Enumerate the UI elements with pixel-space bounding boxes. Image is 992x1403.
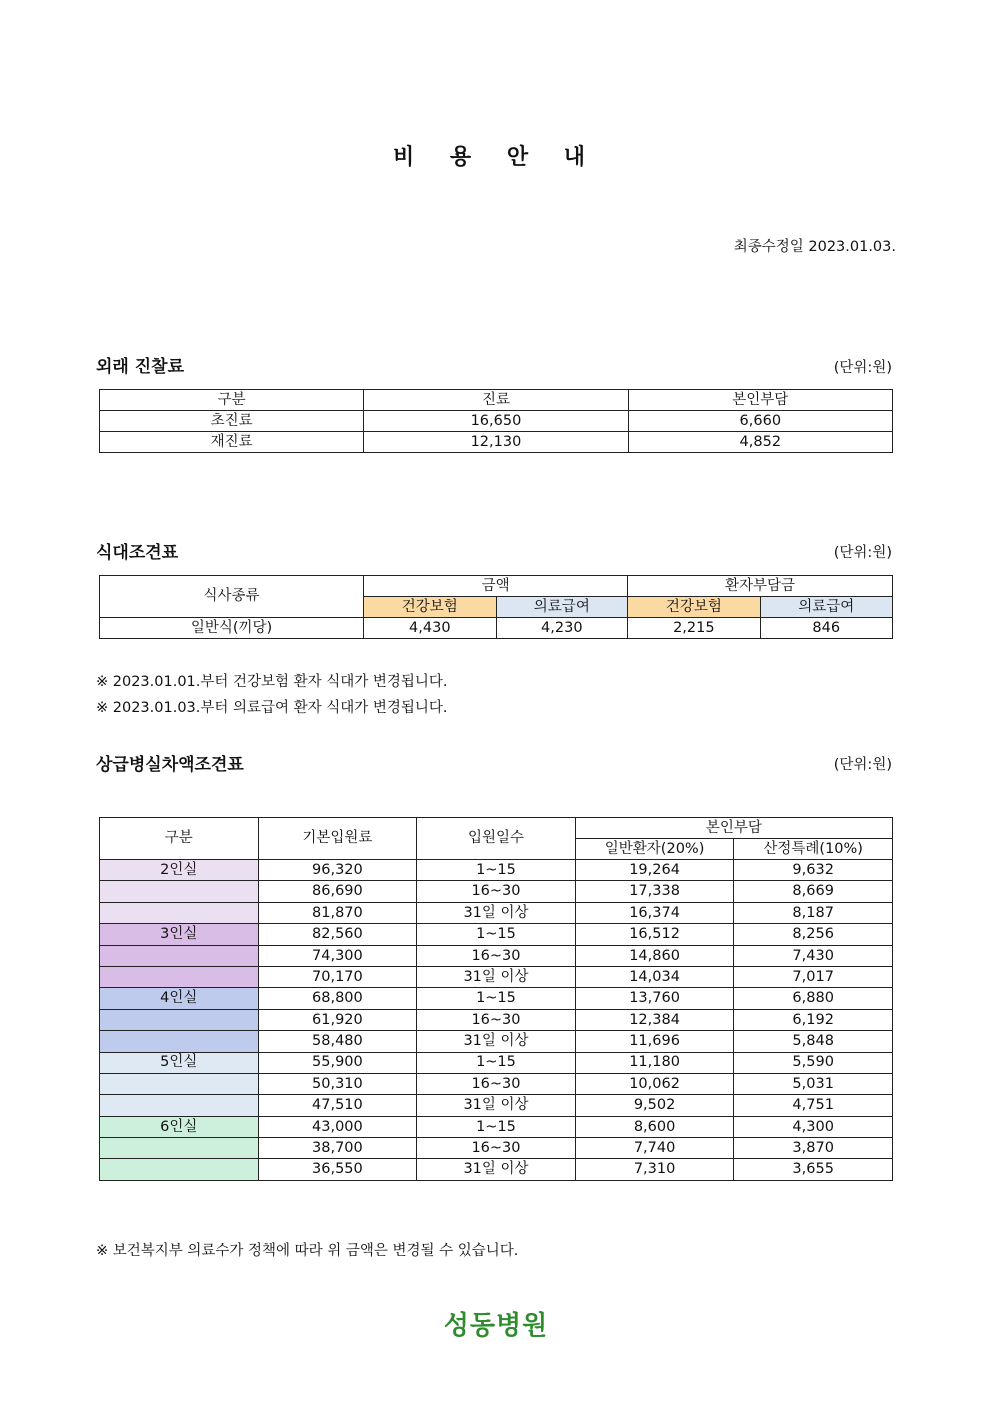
table-cell: 70,170 [258,966,417,987]
table-row [100,988,893,1009]
room-type-cell [100,1009,259,1030]
table-cell: 9,502 [575,1095,734,1116]
table-cell: 31일 이상 [417,902,576,923]
header-cell: 본인부담 [628,390,892,411]
table-cell: 36,550 [258,1159,417,1180]
room-type-cell [100,902,259,923]
footer-note: ※ 보건복지부 의료수가 정책에 따라 위 금액은 변경될 수 있습니다. [96,1243,519,1259]
table-cell: 8,187 [734,902,893,923]
meal-unit-label: (단위:원) [833,545,892,561]
meal-note: ※ 2023.01.01.부터 건강보험 환자 식대가 변경됩니다. [96,674,448,690]
meal-section-title: 식대조견표 [96,543,179,563]
table-cell: 68,800 [258,988,417,1009]
outpatient-unit-label: (단위:원) [833,360,892,376]
table-cell: 1~15 [417,988,576,1009]
room-type-cell: 2인실 [100,860,259,881]
table-cell: 8,669 [734,881,893,902]
header-cell: 산정특례(10%) [734,839,893,860]
room-type-cell [100,1095,259,1116]
table-cell: 16,650 [364,411,628,432]
table-cell: 31일 이상 [417,1031,576,1052]
table-cell: 16~30 [417,1138,576,1159]
meal-note: ※ 2023.01.03.부터 의료급여 환자 식대가 변경됩니다. [96,700,448,716]
table-cell: 58,480 [258,1031,417,1052]
header-cell: 식사종류 [100,576,364,618]
header-cell: 건강보험 [364,597,496,618]
table-cell: 8,600 [575,1116,734,1137]
room-type-cell [100,966,259,987]
table-cell: 31일 이상 [417,1095,576,1116]
table-cell: 74,300 [258,945,417,966]
table-cell: 4,852 [628,432,892,453]
table-cell: 5,590 [734,1052,893,1073]
table-row [100,618,893,639]
table-cell: 5,848 [734,1031,893,1052]
table-row [100,1095,893,1116]
header-cell: 구분 [100,818,259,860]
table-cell: 7,017 [734,966,893,987]
table-cell: 14,860 [575,945,734,966]
table-cell: 14,034 [575,966,734,987]
table-cell: 19,264 [575,860,734,881]
table-cell: 16,512 [575,924,734,945]
table-cell: 16~30 [417,1009,576,1030]
table-cell: 50,310 [258,1073,417,1094]
table-header-row [100,818,893,839]
table-row [100,1031,893,1052]
table-cell: 16,374 [575,902,734,923]
table-cell: 초진료 [100,411,364,432]
room-type-cell: 6인실 [100,1116,259,1137]
table-cell: 6,660 [628,411,892,432]
table-cell: 6,192 [734,1009,893,1030]
table-row [100,432,893,453]
table-cell: 16~30 [417,1073,576,1094]
room-table-body [100,860,893,1181]
table-cell: 4,751 [734,1095,893,1116]
table-row [100,1159,893,1180]
table-cell: 61,920 [258,1009,417,1030]
room-type-cell: 5인실 [100,1052,259,1073]
table-cell: 7,310 [575,1159,734,1180]
header-cell: 의료급여 [760,597,892,618]
table-cell: 55,900 [258,1052,417,1073]
table-header-row [100,390,893,411]
table-cell: 1~15 [417,924,576,945]
table-cell: 11,180 [575,1052,734,1073]
room-section-title: 상급병실차액조견표 [96,755,244,775]
room-unit-label: (단위:원) [833,757,892,773]
room-type-cell: 4인실 [100,988,259,1009]
table-cell: 7,740 [575,1138,734,1159]
table-cell: 5,031 [734,1073,893,1094]
table-cell: 38,700 [258,1138,417,1159]
table-row [100,924,893,945]
table-row [100,1138,893,1159]
room-fee-table [99,817,893,1181]
room-type-cell [100,1159,259,1180]
table-row [100,945,893,966]
table-cell: 1~15 [417,1052,576,1073]
table-cell: 16~30 [417,945,576,966]
table-row [100,1052,893,1073]
table-cell: 31일 이상 [417,1159,576,1180]
meal-fee-table [99,575,893,639]
header-cell: 본인부담 [575,818,892,839]
table-cell: 17,338 [575,881,734,902]
page-title: 비 용 안 내 [393,145,599,170]
table-cell: 재진료 [100,432,364,453]
table-row [100,860,893,881]
header-cell: 진료 [364,390,628,411]
table-cell: 10,062 [575,1073,734,1094]
table-cell: 4,430 [364,618,496,639]
table-row [100,881,893,902]
table-cell: 3,655 [734,1159,893,1180]
table-cell: 82,560 [258,924,417,945]
table-cell: 1~15 [417,1116,576,1137]
header-cell: 구분 [100,390,364,411]
table-cell: 12,130 [364,432,628,453]
table-cell: 86,690 [258,881,417,902]
last-updated-date: 최종수정일 2023.01.03. [733,239,896,255]
room-type-cell [100,881,259,902]
table-cell: 47,510 [258,1095,417,1116]
table-cell: 7,430 [734,945,893,966]
table-cell: 96,320 [258,860,417,881]
table-cell: 846 [760,618,892,639]
room-type-cell [100,1138,259,1159]
header-cell: 건강보험 [628,597,760,618]
table-cell: 16~30 [417,881,576,902]
table-cell: 31일 이상 [417,966,576,987]
table-row [100,902,893,923]
table-cell: 1~15 [417,860,576,881]
room-type-cell: 3인실 [100,924,259,945]
table-row [100,1073,893,1094]
table-cell: 3,870 [734,1138,893,1159]
table-cell: 9,632 [734,860,893,881]
table-cell: 일반식(끼당) [100,618,364,639]
table-cell: 4,230 [496,618,628,639]
header-cell: 입원일수 [417,818,576,860]
table-row [100,411,893,432]
table-cell: 4,300 [734,1116,893,1137]
header-cell: 기본입원료 [258,818,417,860]
header-cell: 환자부담금 [628,576,893,597]
room-type-cell [100,1031,259,1052]
table-cell: 13,760 [575,988,734,1009]
table-cell: 11,696 [575,1031,734,1052]
hospital-logo: 성동병원 [443,1311,549,1341]
table-row [100,1009,893,1030]
outpatient-fee-table [99,389,893,453]
table-cell: 2,215 [628,618,760,639]
table-cell: 6,880 [734,988,893,1009]
table-cell: 81,870 [258,902,417,923]
room-type-cell [100,1073,259,1094]
table-cell: 8,256 [734,924,893,945]
outpatient-section-title: 외래 진찰료 [96,357,185,377]
table-row [100,1116,893,1137]
header-cell: 일반환자(20%) [575,839,734,860]
header-cell: 의료급여 [496,597,628,618]
table-cell: 12,384 [575,1009,734,1030]
header-cell: 금액 [364,576,628,597]
table-row [100,966,893,987]
table-header-row [100,576,893,597]
table-cell: 43,000 [258,1116,417,1137]
room-type-cell [100,945,259,966]
